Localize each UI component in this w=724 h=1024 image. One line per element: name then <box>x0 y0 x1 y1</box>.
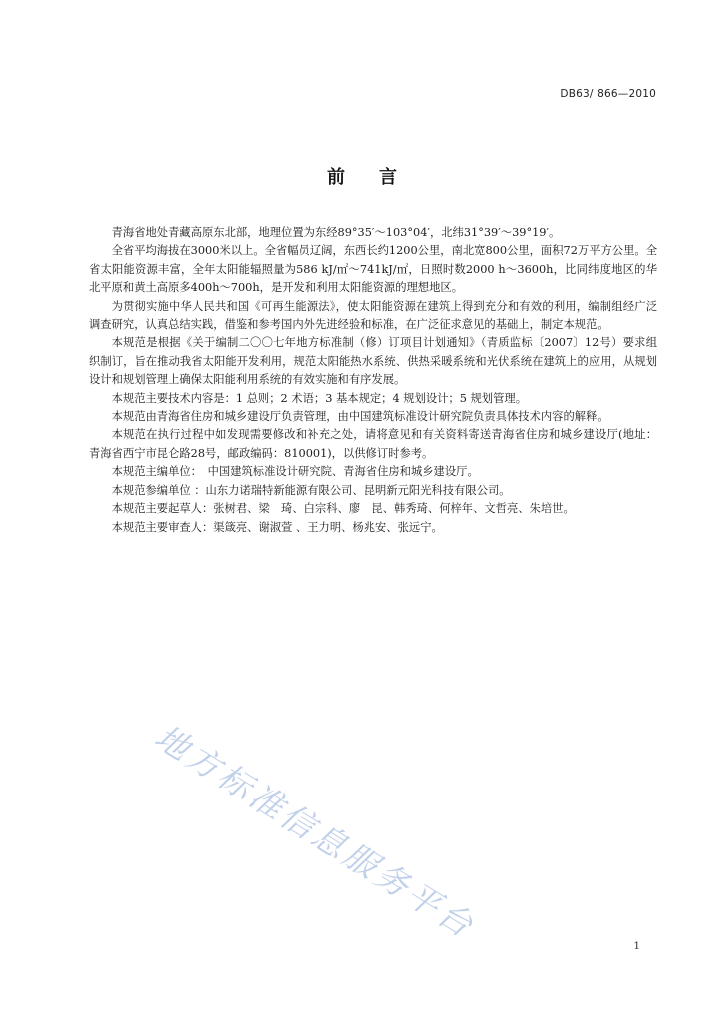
paragraph-location: 青海省地处青藏高原东北部，地理位置为东经89°35′～103°04′，北纬31°39′～39°19′。 <box>111 226 561 239</box>
paragraph-chief-editors: 本规范主编单位： 中国建筑标准设计研究院、青海省住房和城乡建设厅。 <box>111 465 479 479</box>
watermark: 地方标准信息服务平台 <box>148 717 483 947</box>
page-number: 1 <box>633 940 640 952</box>
paragraph-feedback: 本规范在执行过程中如发现需要修改和补充之处，请将意见和有关资料寄送青海省住房和城乡建设厅(地址：青海省西宁市昆仑路28号，邮政编码：810001)，以供修订时参考。 <box>89 428 657 460</box>
paragraph-drafters: 本规范主要起草人：张树君、梁 琦、白宗科、廖 昆、韩秀琦、何梓年、文哲亮、朱培世。 <box>111 502 575 516</box>
paragraph-purpose: 为贯彻实施中华人民共和国《可再生能源法》，使太阳能资源在建筑上得到充分和有效的利用，编制组经广泛调查研究，认真总结实践，借鉴和参考国内外先进经验和标准，在广泛征求意见的基础上，制定本规范。 <box>89 299 657 332</box>
paragraph-management: 本规范由青海省住房和城乡建设厅负责管理，由中国建筑标准设计研究院负责具体技术内容的解释。 <box>111 410 609 424</box>
paragraph-reviewers: 本规范主要审查人：渠箴亮、谢淑萱 、王力明、杨兆安、张远宁。 <box>111 520 443 534</box>
paragraph-contents: 本规范主要技术内容是：1 总则；2 术语；3 基本规定；4 规划设计；5 规划管理。 <box>111 391 527 405</box>
document-code: DB63/ 866—2010 <box>560 88 656 100</box>
page-title: 前言 <box>327 167 431 188</box>
preface-body <box>89 224 657 537</box>
paragraph-participants: 本规范参编单位 ：山东力诺瑞特新能源有限公司、昆明新元阳光科技有限公司。 <box>111 483 511 497</box>
paragraph-basis: 本规范是根据《关于编制二〇〇七年地方标准制（修）订项目计划通知》（青质监标〔2007〕12号）要求组织制订，旨在推动我省太阳能开发利用，规范太阳能热水系统、供热采暖系统和光伏系统在建筑上的应用，从规划设计和规划管理上确保太阳能利用系统的有效实施和有序发展。 <box>89 336 657 387</box>
paragraph-solar-resources: 全省平均海拔在3000米以上。全省幅员辽阔，东西长约1200公里，南北宽800公里，面积72万平方公里。全省太阳能资源丰富，全年太阳能辐照量为586 kJ/㎡～741kJ/㎡，日照时数2000 h～3600h，比同纬度地区的华北平原和黄土高原多400h～700h，是开发和利用太阳能资源的理想地区。 <box>89 244 657 295</box>
